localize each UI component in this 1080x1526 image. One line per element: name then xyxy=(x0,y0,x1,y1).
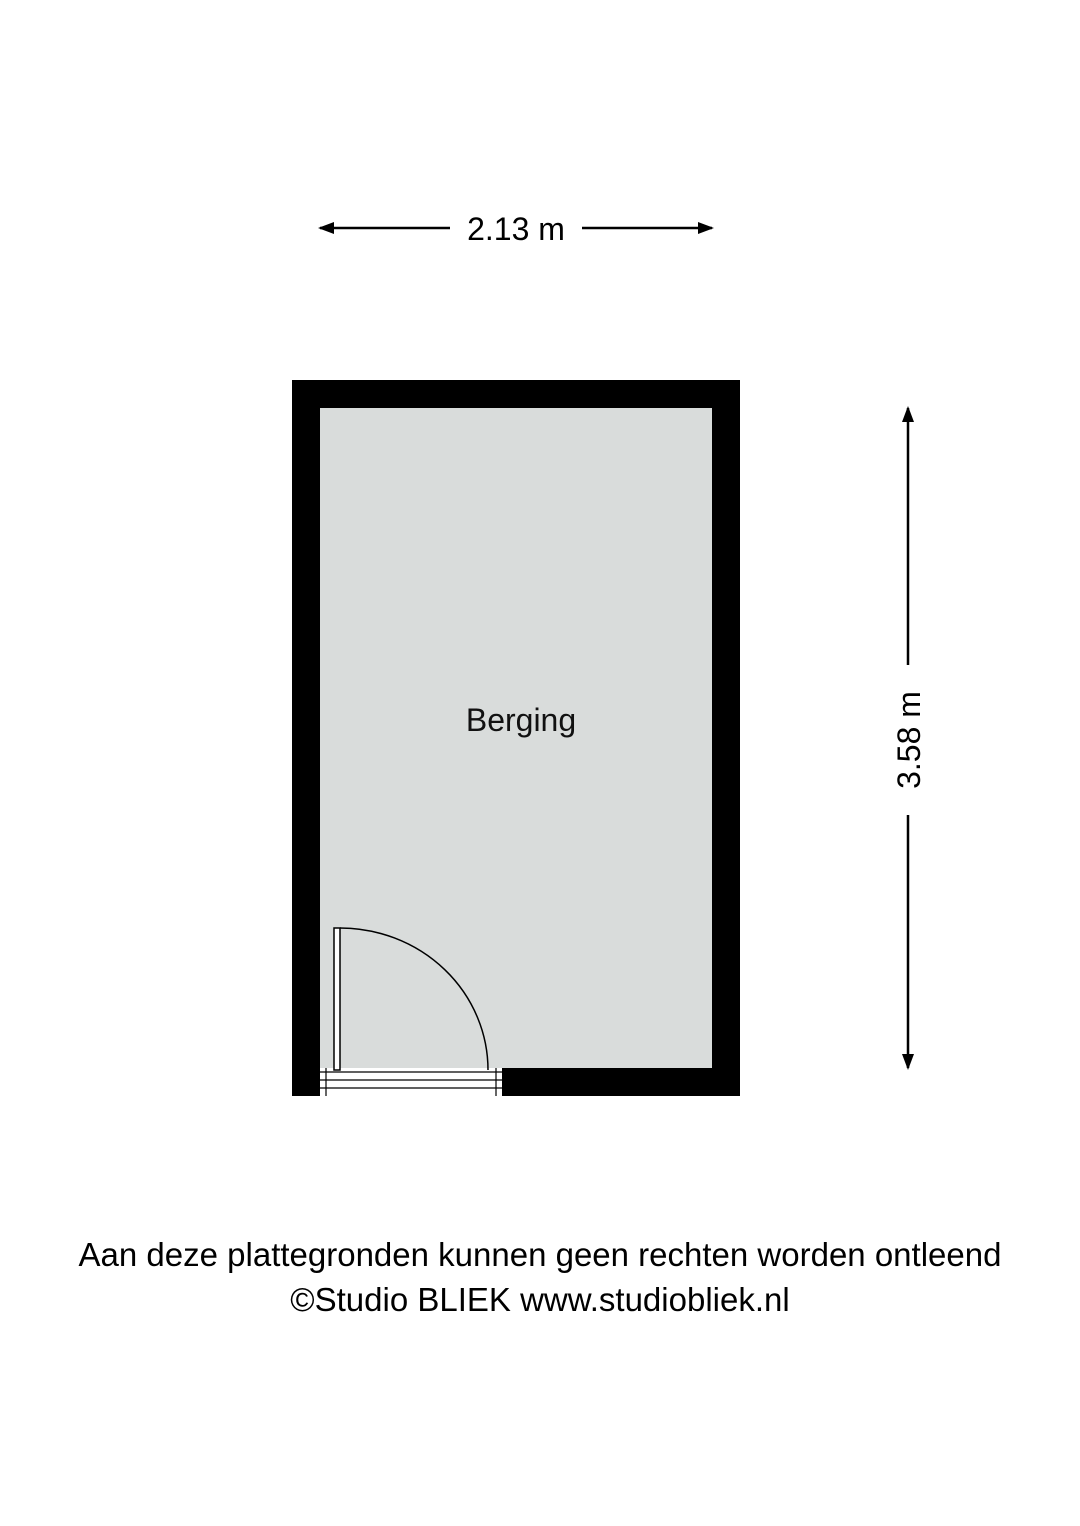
height-label: 3.58 m xyxy=(891,691,927,789)
height-dimension xyxy=(891,408,927,1068)
credits-text: ©Studio BLIEK www.studiobliek.nl xyxy=(290,1281,790,1318)
wall-top xyxy=(292,380,740,408)
disclaimer-text: Aan deze plattegronden kunnen geen rechten worden ontleend xyxy=(78,1236,1002,1273)
width-dimension xyxy=(320,211,712,247)
door-threshold xyxy=(320,1068,502,1096)
room-berging xyxy=(292,380,740,1096)
room-floor xyxy=(320,408,712,1068)
width-label: 2.13 m xyxy=(467,211,565,247)
room-label: Berging xyxy=(465,702,577,738)
wall-right xyxy=(712,380,740,1096)
wall-bottom-right xyxy=(502,1068,740,1096)
wall-left xyxy=(292,380,320,1096)
